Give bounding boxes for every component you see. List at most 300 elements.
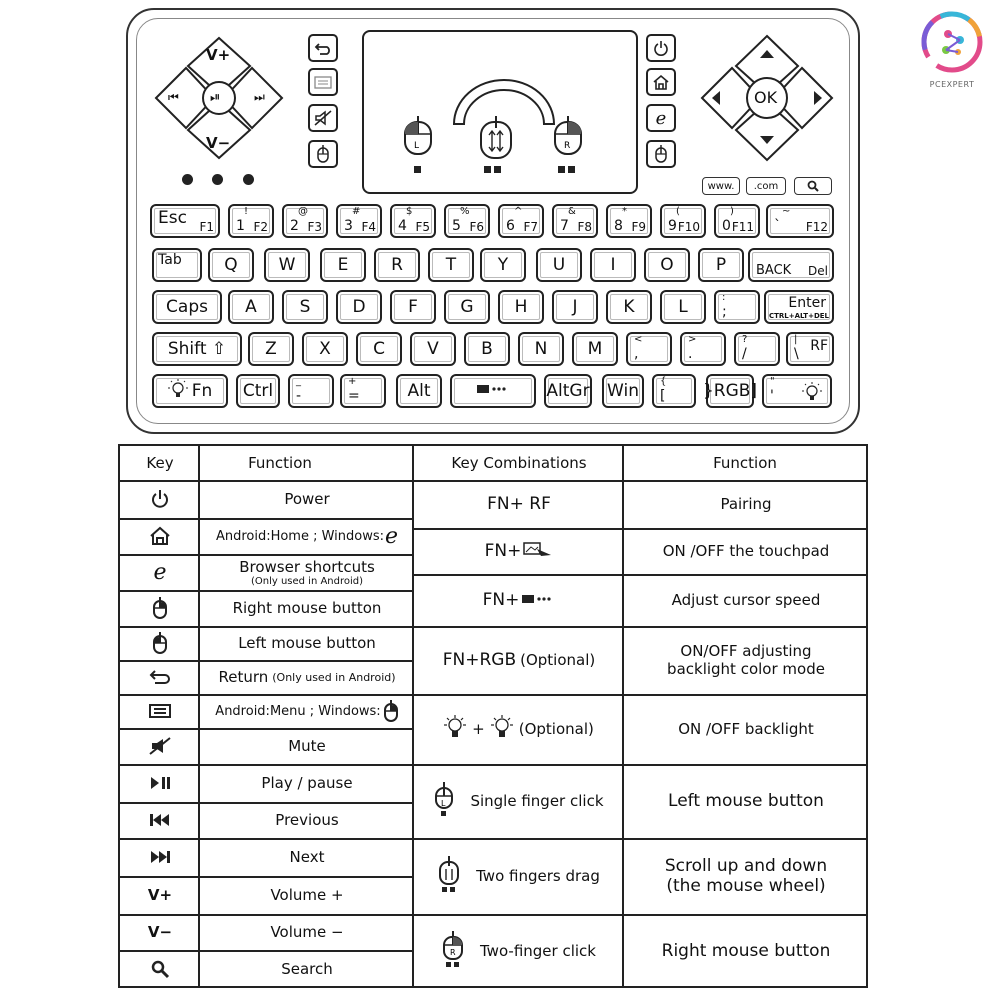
header-key-combinations: Key Combinations — [451, 454, 587, 472]
table-function-text: Next — [289, 848, 325, 866]
combo-text: Two-finger click — [480, 942, 596, 960]
key-shift-label: + — [348, 376, 357, 387]
power-icon — [150, 489, 170, 509]
key-r0-10[interactable] — [714, 204, 760, 238]
cursor-speed-icon — [521, 591, 555, 609]
key-label: N — [534, 339, 548, 359]
key-base-label: ` — [774, 218, 781, 234]
key-label: H — [514, 297, 528, 317]
key-shift-label: : — [722, 292, 726, 303]
key-r2-2[interactable] — [282, 290, 328, 324]
right-click-gesture-icon — [552, 116, 584, 156]
browser-icon: e — [655, 107, 667, 129]
table-key-cell — [120, 518, 200, 554]
table-function-text: Volume − — [270, 923, 344, 941]
key-shift-label: $ — [406, 206, 413, 217]
table-key-cell — [120, 876, 200, 914]
key-r3-7[interactable] — [572, 332, 618, 366]
key-r0-7[interactable] — [552, 204, 598, 238]
table-key-cell — [120, 764, 200, 802]
key-label: D — [352, 297, 366, 317]
key-base-label: 5 — [452, 218, 461, 234]
table-result-text: Adjust cursor speed — [671, 591, 821, 609]
up-arrow-icon[interactable] — [756, 44, 778, 66]
two-finger-dot-1 — [484, 166, 491, 173]
volume-up-key[interactable]: V+ — [206, 46, 231, 64]
key-r0-8[interactable] — [606, 204, 652, 238]
key-r3-4[interactable] — [410, 332, 456, 366]
table-key-cell — [120, 728, 200, 764]
key-label: Alt — [407, 381, 431, 401]
search-icon — [150, 959, 170, 979]
cursor-speed-icon — [476, 383, 510, 399]
key-label: T — [445, 255, 457, 275]
combo-text: FN+ RF — [487, 494, 551, 514]
key-r0-0[interactable] — [150, 204, 220, 238]
key-r3-11[interactable] — [786, 332, 834, 366]
table-function-cell — [202, 838, 412, 876]
svg-text:R: R — [564, 141, 571, 151]
table-key-cell — [120, 480, 200, 518]
brand-name: PCEXPERT — [929, 80, 975, 89]
home-icon — [149, 526, 171, 546]
key-r1-5[interactable] — [428, 248, 474, 282]
touchpad[interactable] — [362, 30, 638, 194]
key-base-label: / — [742, 346, 747, 362]
key-r4-8[interactable] — [652, 374, 696, 408]
table-result-text: ON /OFF the touchpad — [662, 542, 830, 560]
key-fn-label: RF — [810, 338, 828, 354]
key-r2-10[interactable] — [714, 290, 760, 324]
key-label: I — [610, 255, 616, 275]
key-shift-label: ? — [742, 334, 748, 345]
table-function-cell — [202, 764, 412, 802]
key-label: G — [460, 297, 474, 317]
key-shift-label: @ — [298, 206, 308, 217]
home-key[interactable] — [646, 68, 676, 96]
key-base-label: 0 — [722, 218, 731, 234]
table-key-label: V− — [147, 923, 173, 941]
key-r0-2[interactable] — [282, 204, 328, 238]
table-key-cell — [120, 694, 200, 728]
table-result-cell — [626, 914, 866, 988]
key-fn-label: F1 — [199, 220, 214, 234]
play-pause-key[interactable]: ⏯ — [210, 90, 221, 105]
key-r1-10[interactable] — [698, 248, 744, 282]
key-r4-9[interactable] — [702, 374, 758, 408]
table-combo-cell — [414, 626, 624, 694]
key-fn-label: F10 — [677, 220, 700, 234]
table-result-cell — [626, 764, 866, 838]
key-r3-0[interactable] — [152, 332, 242, 366]
table-combo-cell — [414, 914, 624, 988]
key-r1-2[interactable] — [264, 248, 310, 282]
key-r2-3[interactable] — [336, 290, 382, 324]
two-finger-click-icon — [442, 931, 466, 971]
table-function-cell — [202, 480, 412, 518]
left-dpad — [150, 36, 288, 160]
key-label: AltGr — [546, 381, 590, 401]
www-key[interactable]: www. — [702, 177, 740, 195]
key-base-label: , — [634, 346, 639, 362]
key-r1-3[interactable] — [320, 248, 366, 282]
table-result-text: Scroll up and down — [664, 856, 828, 876]
ok-key[interactable]: OK — [754, 88, 778, 107]
key-label: A — [245, 297, 257, 317]
key-label: Tab — [158, 252, 182, 268]
two-finger-dot-4 — [568, 166, 575, 173]
table-function-text: Right mouse button — [232, 599, 382, 617]
key-label: F — [408, 297, 418, 317]
table-function-cell — [202, 728, 412, 764]
table-function-cell — [202, 914, 412, 950]
key-r3-1[interactable] — [248, 332, 294, 366]
table-key-cell — [120, 660, 200, 694]
key-label: Y — [497, 255, 509, 275]
two-finger-dot-3 — [558, 166, 565, 173]
key-r0-6[interactable] — [498, 204, 544, 238]
key-label: BACK — [756, 263, 792, 278]
key-r0-3[interactable] — [336, 204, 382, 238]
table-function-text: Power — [284, 490, 330, 508]
table-result-text: Left mouse button — [668, 791, 824, 811]
brand-logo — [914, 6, 990, 94]
menu-key[interactable] — [308, 68, 338, 96]
key-r2-4[interactable] — [390, 290, 436, 324]
backlight-bulb-icon — [491, 715, 513, 743]
backlight-bulb-icon — [168, 379, 188, 403]
table-key-cell — [120, 590, 200, 626]
key-label: X — [319, 339, 331, 359]
key-label: Esc — [158, 208, 187, 228]
search-icon — [807, 180, 819, 192]
table-key-cell — [120, 838, 200, 876]
table-result-cell — [626, 528, 866, 574]
key-r3-10[interactable] — [734, 332, 780, 366]
key-r4-10[interactable] — [762, 374, 832, 408]
mouse-icon — [316, 145, 330, 163]
table-result-text: (the mouse wheel) — [666, 876, 826, 896]
key-r4-2[interactable] — [288, 374, 334, 408]
key-shift-label: " — [770, 376, 775, 387]
key-r4-7[interactable] — [602, 374, 644, 408]
key-base-label: . — [688, 346, 693, 362]
search-key[interactable] — [794, 177, 832, 195]
svg-text:L: L — [414, 141, 420, 151]
combo-text: + — [472, 720, 485, 738]
header-function-right: Function — [713, 454, 777, 472]
svg-text:R: R — [450, 948, 456, 957]
key-label: Win — [607, 381, 639, 401]
table-result-text: backlight color mode — [667, 660, 825, 678]
menu-icon — [149, 704, 171, 718]
power-key[interactable] — [646, 34, 676, 62]
key-shift-label: ) — [730, 206, 734, 217]
key-base-label: 6 — [506, 218, 515, 234]
table-function-cell — [202, 626, 412, 660]
table-function-cell — [202, 554, 412, 590]
combo-text: FN+ — [484, 541, 522, 561]
table-result-text: Right mouse button — [661, 941, 831, 961]
key-r1-11[interactable] — [748, 248, 834, 282]
key-label: Q — [224, 255, 238, 275]
key-r2-0[interactable] — [152, 290, 222, 324]
table-key-cell — [120, 802, 200, 838]
key-label: Caps — [166, 297, 208, 317]
backlight-bulb-icon — [802, 382, 822, 406]
key-r1-7[interactable] — [536, 248, 582, 282]
combo-optional: (Optional) — [520, 651, 596, 669]
key-label: L — [678, 297, 688, 317]
key-label: Z — [265, 339, 277, 359]
table-key-cell — [120, 554, 200, 590]
table-result-text: Pairing — [720, 495, 772, 513]
key-shift-label: % — [460, 206, 470, 217]
key-r2-6[interactable] — [498, 290, 544, 324]
table-function-text: Android:Home ; Windows: — [215, 528, 385, 544]
table-function-text: Volume + — [270, 886, 344, 904]
key-label: W — [278, 255, 296, 275]
next-key[interactable]: ⏭ — [254, 90, 265, 104]
table-function-text: Play / pause — [261, 774, 353, 792]
key-base-label: 8 — [614, 218, 623, 234]
key-r0-4[interactable] — [390, 204, 436, 238]
key-r1-8[interactable] — [590, 248, 636, 282]
key-label: P — [715, 255, 727, 275]
key-base-label: 1 — [236, 218, 245, 234]
key-base-label: \ — [794, 346, 799, 362]
key-shift-label: | — [794, 334, 798, 345]
key-fn-label: F11 — [731, 220, 754, 234]
previous-icon — [149, 813, 171, 827]
key-r0-5[interactable] — [444, 204, 490, 238]
key-r4-0[interactable] — [152, 374, 228, 408]
key-base-label: - — [296, 388, 302, 404]
header-function-left: Function — [248, 454, 312, 472]
combo-text: Two fingers drag — [476, 867, 600, 885]
key-r0-9[interactable] — [660, 204, 706, 238]
key-label: Enter — [788, 295, 826, 311]
table-combo-cell — [414, 694, 624, 764]
key-r1-4[interactable] — [374, 248, 420, 282]
two-finger-drag-icon — [438, 856, 462, 896]
key-r3-2[interactable] — [302, 332, 348, 366]
table-function-text: Left mouse button — [238, 634, 376, 652]
header-key: Key — [146, 454, 174, 472]
key-fn-label: F8 — [577, 220, 592, 234]
table-note: (Only used in Android) — [250, 575, 364, 587]
key-base-label: 9 — [668, 218, 677, 234]
key-label: E — [337, 255, 349, 275]
key-label: J — [572, 297, 578, 317]
volume-down-key[interactable]: V− — [206, 134, 231, 152]
key-label: B — [481, 339, 493, 359]
browser-icon: e — [153, 559, 167, 585]
left-click-gesture-icon — [402, 116, 434, 156]
table-function-cell — [202, 950, 412, 988]
key-fn-label: F3 — [307, 220, 322, 234]
combo-text: Single finger click — [470, 792, 604, 810]
table-function-text: Search — [281, 960, 333, 978]
down-arrow-icon[interactable] — [756, 132, 778, 154]
left-mouse-icon — [152, 632, 168, 654]
key-base-label: [ — [660, 388, 666, 404]
mute-key[interactable] — [308, 104, 338, 132]
ie-icon: e — [385, 523, 399, 549]
key-fn-label: F9 — [631, 220, 646, 234]
table-result-text: ON/OFF adjusting — [680, 642, 812, 660]
svg-text:L: L — [441, 799, 446, 808]
return-icon — [149, 669, 171, 685]
combo-text: FN+RGB — [442, 650, 517, 670]
return-icon — [314, 41, 332, 55]
key-shift-label: _ — [296, 376, 301, 387]
table-function-cell — [202, 590, 412, 626]
table-key-cell — [120, 626, 200, 660]
table-combo-cell — [414, 528, 624, 574]
table-combo-cell — [414, 838, 624, 914]
table-function-cell — [202, 694, 412, 728]
touchpad-toggle-icon — [523, 541, 553, 561]
table-result-cell — [626, 838, 866, 914]
play-pause-icon — [149, 776, 171, 790]
key-r4-6[interactable] — [544, 374, 592, 408]
left-arrow-icon[interactable] — [706, 88, 728, 110]
table-result-cell — [626, 626, 866, 694]
right-mouse-key[interactable] — [308, 140, 338, 168]
key-r3-3[interactable] — [356, 332, 402, 366]
table-function-cell — [202, 876, 412, 914]
key-fn-label: F4 — [361, 220, 376, 234]
key-base-label: 4 — [398, 218, 407, 234]
brand-logo-icon — [914, 6, 990, 76]
power-icon — [653, 40, 669, 56]
next-icon — [149, 850, 171, 864]
key-r1-0[interactable] — [152, 248, 202, 282]
key-r3-8[interactable] — [626, 332, 672, 366]
key-r4-1[interactable] — [236, 374, 280, 408]
combo-text: FN+ — [482, 590, 520, 610]
key-r2-9[interactable] — [660, 290, 706, 324]
key-r2-11[interactable] — [764, 290, 834, 324]
key-fn-label: F2 — [253, 220, 268, 234]
key-shift-label: { — [660, 376, 667, 387]
previous-key[interactable]: ⏮ — [168, 90, 179, 104]
key-shift-label: # — [352, 206, 361, 217]
key-shift-label: ! — [244, 206, 249, 217]
table-function-cell — [202, 518, 412, 554]
key-base-label: 2 — [290, 218, 299, 234]
key-label: M — [587, 339, 603, 359]
left-mouse-key[interactable] — [646, 140, 676, 168]
table-result-cell — [626, 694, 866, 764]
key-r3-5[interactable] — [464, 332, 510, 366]
table-combo-cell — [414, 574, 624, 626]
key-label: U — [552, 255, 566, 275]
right-arrow-icon[interactable] — [806, 88, 828, 110]
table-key-label: V+ — [147, 886, 173, 904]
table-function-text: Android:Menu ; Windows: — [215, 703, 381, 719]
key-label: R — [391, 255, 403, 275]
key-fn-label: F5 — [415, 220, 430, 234]
table-function-text: Previous — [275, 811, 339, 829]
table-note: (Only used in Android) — [272, 670, 396, 684]
table-result-cell — [626, 574, 866, 626]
key-r1-6[interactable] — [480, 248, 526, 282]
key-r0-11[interactable] — [766, 204, 834, 238]
table-result-text: ON /OFF backlight — [678, 720, 814, 738]
table-combo-cell — [414, 764, 624, 838]
scroll-gesture-icon — [478, 116, 514, 160]
key-label: Ctrl — [242, 381, 274, 401]
key-r1-1[interactable] — [208, 248, 254, 282]
led-indicator-3 — [243, 174, 254, 185]
key-r2-1[interactable] — [228, 290, 274, 324]
table-key-cell — [120, 950, 200, 988]
com-key[interactable]: .com — [746, 177, 786, 195]
mouse-icon — [383, 700, 399, 722]
key-r4-3[interactable] — [340, 374, 386, 408]
key-r3-6[interactable] — [518, 332, 564, 366]
home-icon — [652, 74, 670, 90]
led-indicator-1 — [182, 174, 193, 185]
table-function-cell — [202, 660, 412, 694]
backlight-bulb-icon — [444, 715, 466, 743]
key-label: O — [660, 255, 674, 275]
combo-optional: (Optional) — [518, 720, 594, 738]
mute-icon — [314, 110, 332, 126]
key-shift-label: < — [634, 334, 643, 345]
key-r2-7[interactable] — [552, 290, 598, 324]
table-key-cell — [120, 914, 200, 950]
key-r2-5[interactable] — [444, 290, 490, 324]
table-function-text: Return — [218, 668, 269, 686]
key-label: }RGB] — [702, 381, 758, 401]
key-label: V — [427, 339, 439, 359]
key-r2-8[interactable] — [606, 290, 652, 324]
right-mouse-icon — [152, 597, 168, 619]
key-base-label: ; — [722, 304, 727, 320]
key-r3-9[interactable] — [680, 332, 726, 366]
key-r4-4[interactable] — [396, 374, 442, 408]
key-shift-label: ( — [676, 206, 680, 217]
return-key[interactable] — [308, 34, 338, 62]
table-function-text: Browser shortcuts — [239, 557, 375, 576]
key-r4-5[interactable] — [450, 374, 536, 408]
table-combo-cell — [414, 480, 624, 528]
key-r1-9[interactable] — [644, 248, 690, 282]
two-finger-dot-2 — [494, 166, 501, 173]
key-base-label: 3 — [344, 218, 353, 234]
key-label: K — [623, 297, 635, 317]
key-shift-label: & — [568, 206, 576, 217]
key-shift-label: * — [622, 206, 627, 217]
table-result-cell — [626, 480, 866, 528]
key-fn-label: F6 — [469, 220, 484, 234]
key-base-label: 7 — [560, 218, 569, 234]
menu-icon — [314, 75, 332, 89]
table-function-cell — [202, 802, 412, 838]
key-r0-1[interactable] — [228, 204, 274, 238]
key-label: C — [373, 339, 385, 359]
key-fn-label: Del — [808, 264, 828, 278]
mute-icon — [149, 737, 171, 755]
key-fn-label: F12 — [805, 220, 828, 234]
key-shift-label: ~ — [782, 206, 791, 217]
key-shift-label: ^ — [514, 206, 523, 217]
key-shift-label: > — [688, 334, 697, 345]
browser-key[interactable] — [646, 104, 676, 132]
